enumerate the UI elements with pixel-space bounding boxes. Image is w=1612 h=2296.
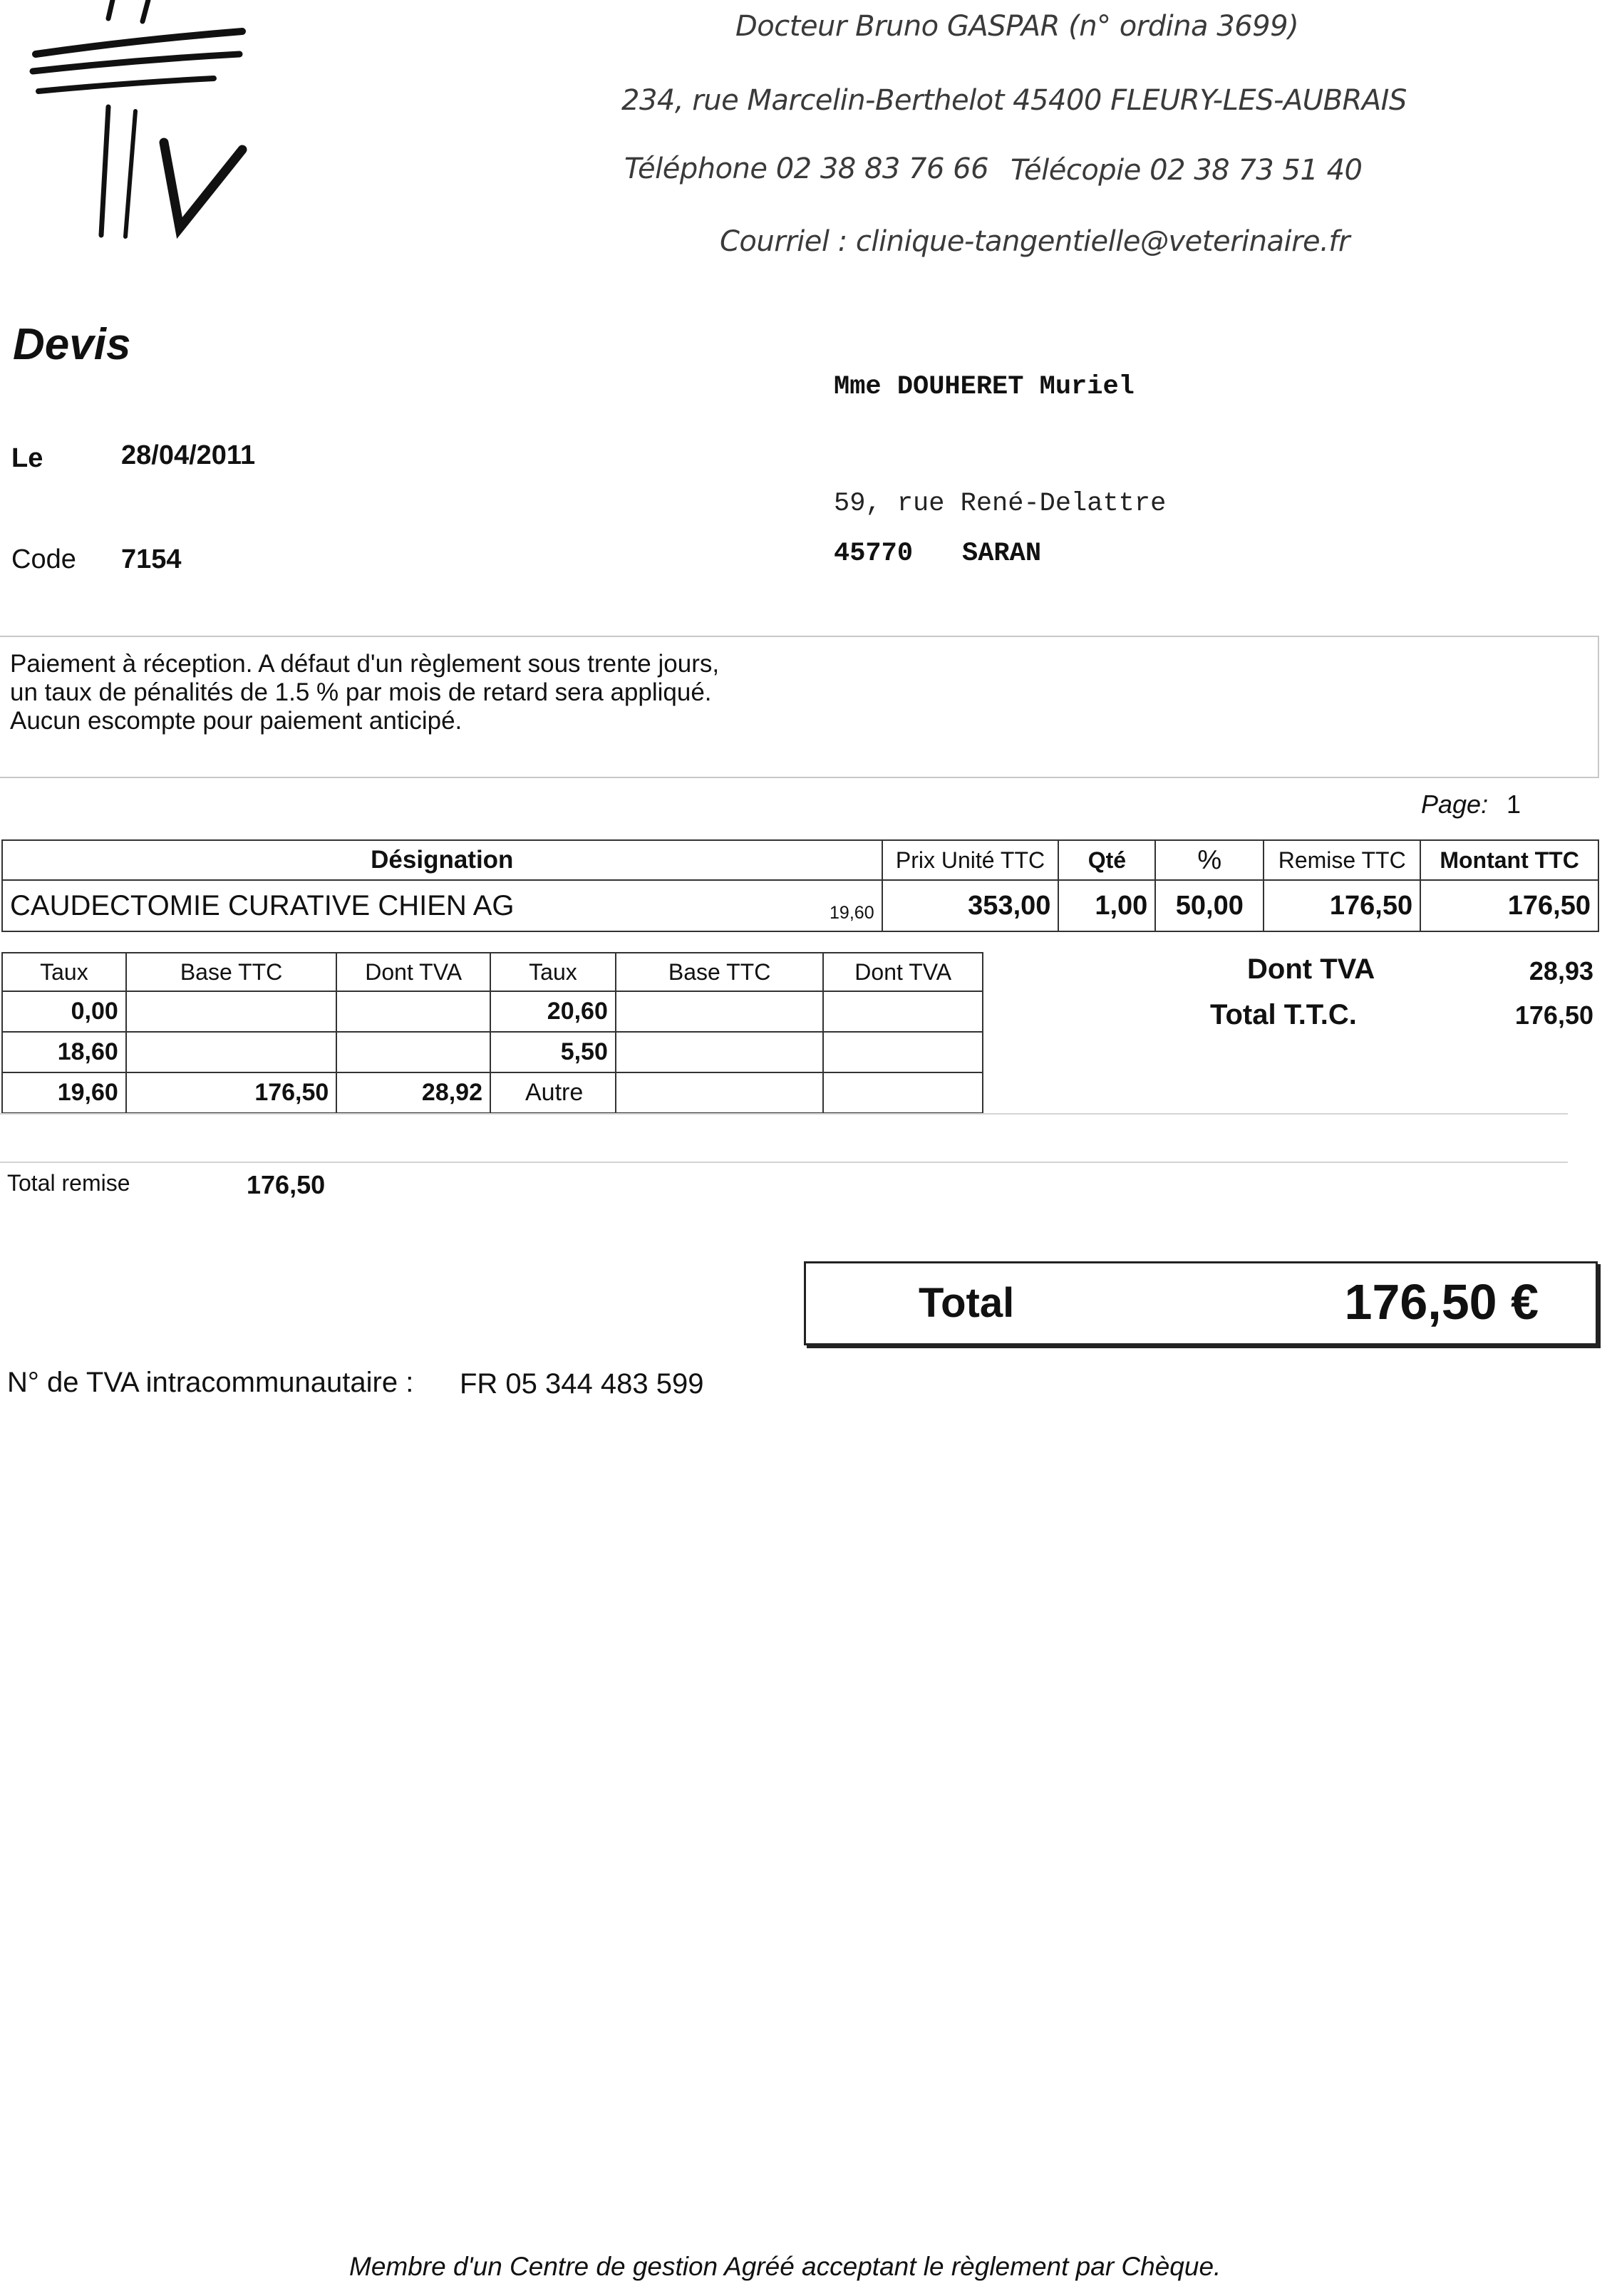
vat-cell: 18,60 bbox=[2, 1032, 126, 1072]
vat-cell bbox=[616, 1072, 823, 1113]
col-qty: Qté bbox=[1058, 840, 1155, 880]
clinic-address: 234, rue Marcelin-Berthelot 45400 FLEURY-LES-AUBRAIS bbox=[621, 84, 1407, 117]
summary-vat-label: Dont TVA bbox=[1247, 953, 1375, 985]
col-amount: Montant TTC bbox=[1420, 840, 1598, 880]
vat-number-label: N° de TVA intracommunautaire : bbox=[7, 1367, 414, 1398]
vat-col-vat: Dont TVA bbox=[823, 953, 983, 991]
payment-terms-box bbox=[0, 636, 1599, 778]
vat-col-rate: Taux bbox=[490, 953, 616, 991]
clinic-doctor: Docteur Bruno GASPAR (n° ordina 3699) bbox=[735, 10, 1299, 43]
col-pct: % bbox=[1155, 840, 1264, 880]
col-discount: Remise TTC bbox=[1264, 840, 1420, 880]
table-row bbox=[2, 1032, 983, 1072]
item-qty: 1,00 bbox=[1058, 880, 1155, 931]
items-header-row bbox=[2, 840, 1598, 880]
item-discount: 176,50 bbox=[1264, 880, 1420, 931]
total-remise-label: Total remise bbox=[7, 1170, 130, 1196]
vat-cell: 0,00 bbox=[2, 991, 126, 1032]
page-label: Page: bbox=[1421, 790, 1489, 819]
vat-col-base: Base TTC bbox=[126, 953, 337, 991]
footer-note: Membre d'un Centre de gestion Agréé acceptant le règlement par Chèque. bbox=[349, 2252, 1221, 2281]
vat-cell: 20,60 bbox=[490, 991, 616, 1032]
clinic-email: Courriel : clinique-tangentielle@veterinaire.fr bbox=[720, 225, 1350, 258]
vat-number-value: FR 05 344 483 599 bbox=[460, 1368, 704, 1400]
code-label: Code bbox=[11, 544, 76, 574]
summary-total-label: Total T.T.C. bbox=[1210, 999, 1357, 1030]
col-designation: Désignation bbox=[2, 840, 882, 880]
total-remise-value: 176,50 bbox=[247, 1170, 326, 1199]
summary-total-value: 176,50 bbox=[1514, 1000, 1593, 1030]
vat-cell bbox=[823, 1032, 983, 1072]
divider bbox=[0, 1162, 1568, 1163]
vat-col-vat: Dont TVA bbox=[336, 953, 490, 991]
table-row bbox=[2, 991, 983, 1032]
page-number: 1 bbox=[1507, 790, 1521, 819]
vat-cell: 19,60 bbox=[2, 1072, 126, 1113]
terms-line: un taux de pénalités de 1.5 % par mois de retard sera appliqué. bbox=[10, 678, 712, 706]
summary-vat-value: 28,93 bbox=[1529, 956, 1593, 986]
client-city: SARAN bbox=[962, 539, 1042, 569]
vat-cell bbox=[823, 991, 983, 1032]
client-street: 59, rue René-Delattre bbox=[834, 489, 1167, 519]
table-row bbox=[2, 880, 1598, 931]
vat-cell bbox=[616, 991, 823, 1032]
document-date: 28/04/2011 bbox=[121, 440, 256, 470]
vat-table bbox=[1, 952, 983, 1114]
grand-total-box bbox=[804, 1261, 1598, 1345]
vat-cell bbox=[126, 991, 337, 1032]
vat-cell bbox=[336, 1032, 490, 1072]
clinic-phone: Téléphone 02 38 83 76 66 bbox=[624, 152, 989, 185]
clinic-logo bbox=[29, 0, 257, 242]
vat-cell bbox=[126, 1032, 337, 1072]
divider bbox=[0, 1113, 1568, 1115]
date-label: Le bbox=[11, 443, 43, 473]
vat-cell bbox=[336, 991, 490, 1032]
vat-cell bbox=[823, 1072, 983, 1113]
document-title: Devis bbox=[13, 320, 131, 369]
grand-total-value: 176,50 € bbox=[1344, 1274, 1539, 1330]
client-name: Mme DOUHERET Muriel bbox=[834, 372, 1135, 402]
item-pct: 50,00 bbox=[1155, 880, 1264, 931]
items-table bbox=[1, 839, 1599, 932]
client-postcode: 45770 bbox=[834, 539, 914, 569]
vat-cell: Autre bbox=[490, 1072, 616, 1113]
item-amount: 176,50 bbox=[1420, 880, 1598, 931]
vat-header-row bbox=[2, 953, 983, 991]
item-unit-price: 353,00 bbox=[882, 880, 1059, 931]
vat-cell: 28,92 bbox=[336, 1072, 490, 1113]
item-designation: CAUDECTOMIE CURATIVE CHIEN AG bbox=[2, 880, 820, 931]
terms-line: Aucun escompte pour paiement anticipé. bbox=[10, 707, 463, 735]
document-code: 7154 bbox=[121, 544, 182, 574]
vat-col-rate: Taux bbox=[2, 953, 126, 991]
terms-line: Paiement à réception. A défaut d'un règlement sous trente jours, bbox=[10, 650, 720, 678]
vat-cell bbox=[616, 1032, 823, 1072]
item-vat-rate: 19,60 bbox=[820, 880, 882, 931]
grand-total-label: Total bbox=[919, 1280, 1015, 1326]
vat-cell: 5,50 bbox=[490, 1032, 616, 1072]
table-row bbox=[2, 1072, 983, 1113]
vat-cell: 176,50 bbox=[126, 1072, 337, 1113]
clinic-fax: Télécopie 02 38 73 51 40 bbox=[1011, 154, 1363, 187]
col-unit-price: Prix Unité TTC bbox=[882, 840, 1059, 880]
vat-col-base: Base TTC bbox=[616, 953, 823, 991]
